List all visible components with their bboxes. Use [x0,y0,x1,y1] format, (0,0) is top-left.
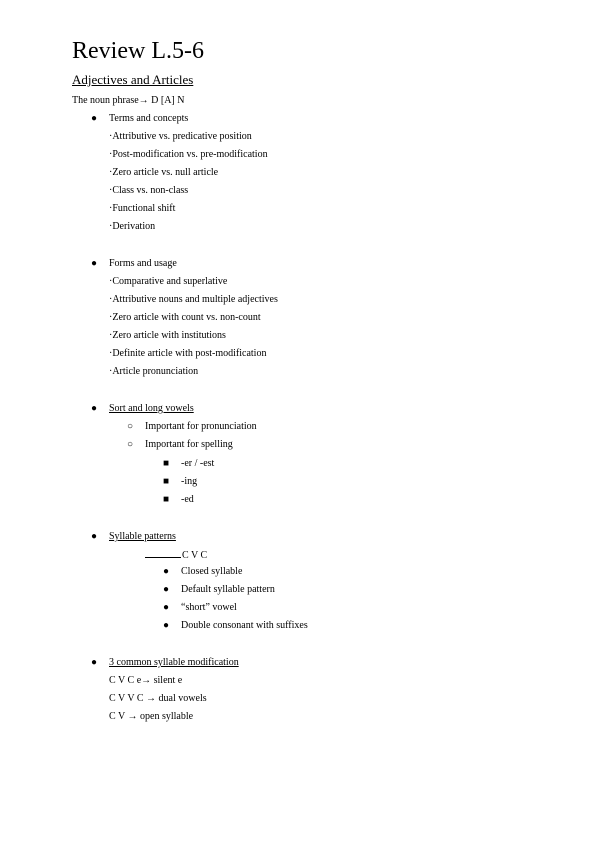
terms-item: ·Attributive vs. predicative position [109,131,252,142]
blank-line [145,548,181,558]
square-bullet: ■ [163,458,170,469]
modifications-heading: 3 common syllable modification [109,657,239,668]
bullet-dot: ● [163,602,170,613]
syllable-pattern [145,548,207,562]
modifications-item: C V C e→ silent e [109,675,183,686]
bullet-dot: ● [91,113,98,124]
modifications-item: C V V C → dual vowels [109,693,207,704]
syllable-item: Closed syllable [181,566,243,577]
bullet-dot: ● [91,403,98,414]
forms-item: ·Zero article with count vs. non-count [109,312,261,323]
noun-phrase-line: The noun phrase→ D [A] N [72,95,185,106]
syllable-item: Default syllable pattern [181,584,275,595]
syllable-pattern-text: C V C [182,550,208,561]
syllable-item: “short” vowel [181,602,237,613]
bullet-dot: ● [163,584,170,595]
forms-item: ·Comparative and superlative [109,276,228,287]
forms-item: ·Attributive nouns and multiple adjectives [109,294,278,305]
forms-item: ·Zero article with institutions [109,330,226,341]
vowels-heading: Sort and long vowels [109,403,194,414]
forms-item: ·Article pronunciation [109,366,199,377]
terms-item: ·Functional shift [109,203,176,214]
vowels-sub-item: -ed [181,494,194,505]
forms-item: ·Definite article with post-modification [109,348,267,359]
hollow-bullet: ○ [127,439,134,450]
bullet-dot: ● [91,531,98,542]
terms-heading: Terms and concepts [109,113,189,124]
terms-item: ·Derivation [109,221,156,232]
vowels-sub-item: -er / -est [181,458,215,469]
syllable-item: Double consonant with suffixes [181,620,308,631]
vowels-item: Important for spelling [145,439,233,450]
vowels-item: Important for pronunciation [145,421,257,432]
terms-item: ·Class vs. non-class [109,185,189,196]
syllable-heading: Syllable patterns [109,531,176,542]
terms-item: ·Zero article vs. null article [109,167,219,178]
section-heading: Adjectives and Articles [72,72,194,87]
forms-heading: Forms and usage [109,258,177,269]
hollow-bullet: ○ [127,421,134,432]
bullet-dot: ● [163,566,170,577]
square-bullet: ■ [163,494,170,505]
bullet-dot: ● [91,258,98,269]
bullet-dot: ● [163,620,170,631]
modifications-item: C V → open syllable [109,711,194,722]
page-title: Review L.5-6 [72,38,204,64]
square-bullet: ■ [163,476,170,487]
terms-item: ·Post-modification vs. pre-modification [109,149,268,160]
vowels-sub-item: -ing [181,476,198,487]
bullet-dot: ● [91,657,98,668]
